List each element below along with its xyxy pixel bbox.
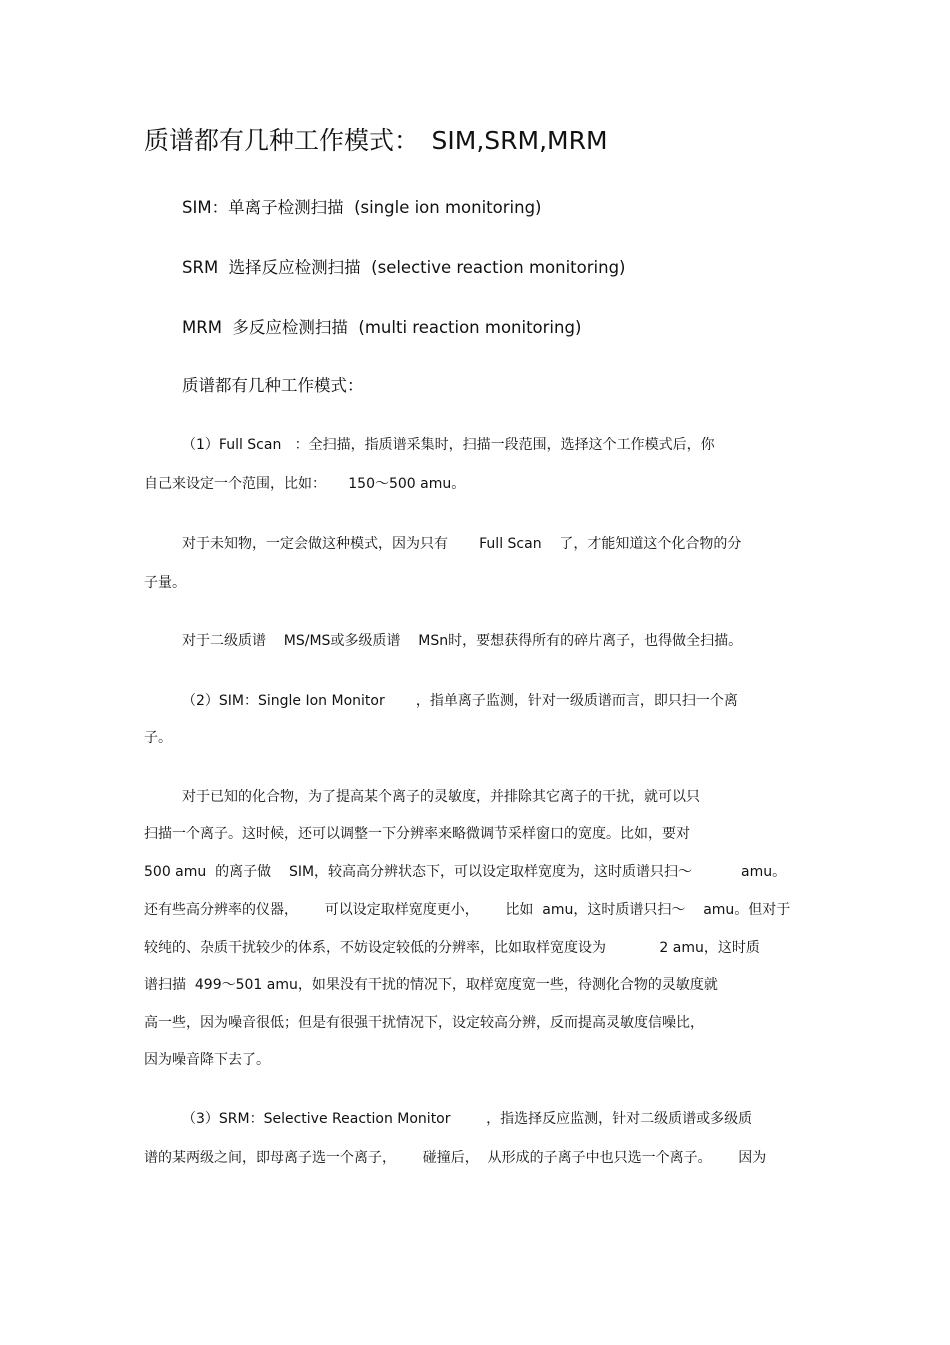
paragraph-line: （3）SRM：Selective Reaction Monitor ，指选择反应监测，针对二级质谱或多级质 bbox=[182, 1111, 753, 1127]
paragraph-line: 对于已知的化合物，为了提高某个离子的灵敏度，并排除其它离子的干扰，就可以只 bbox=[182, 789, 700, 805]
paragraph-line: 扫描一个离子。这时候，还可以调整一下分辨率来略微调节采样窗口的宽度。比如，要对 bbox=[144, 826, 690, 842]
paragraph-line: 还有些高分辨率的仪器， 可以设定取样宽度更小， 比如 amu，这时质谱只扫～ amu。但对于 bbox=[144, 902, 791, 918]
paragraph-line: （1）Full Scan ：全扫描，指质谱采集时，扫描一段范围，选择这个工作模式后，你 bbox=[182, 437, 715, 453]
document-title: 质谱都有几种工作模式： SIM,SRM,MRM bbox=[144, 126, 608, 155]
paragraph-line: 对于二级质谱 MS/MS或多级质谱 MSn时，要想获得所有的碎片离子，也得做全扫描。 bbox=[182, 633, 743, 649]
paragraph-line: 子量。 bbox=[144, 575, 186, 591]
mode-mrm: MRM 多反应检测扫描 (multi reaction monitoring) bbox=[182, 318, 582, 337]
paragraph-line: 较纯的、杂质干扰较少的体系，不妨设定较低的分辨率，比如取样宽度设为 2 amu，这时质 bbox=[144, 940, 760, 956]
paragraph-line: 自己来设定一个范围，比如： 150～500 amu。 bbox=[144, 476, 466, 492]
paragraph-line: 500 amu 的离子做 SIM，较高高分辨状态下，可以设定取样宽度为，这时质谱只扫～ amu。 bbox=[144, 864, 787, 880]
paragraph-line: 谱扫描 499～501 amu，如果没有干扰的情况下，取样宽度宽一些，待测化合物的灵敏度就 bbox=[144, 977, 718, 993]
paragraph-line: 对于未知物，一定会做这种模式，因为只有 Full Scan 了，才能知道这个化合物的分 bbox=[182, 536, 742, 552]
paragraph-line: 因为噪音降下去了。 bbox=[144, 1052, 270, 1068]
paragraph-line: 谱的某两级之间，即母离子选一个离子， 碰撞后， 从形成的子离子中也只选一个离子。 因为 bbox=[144, 1150, 767, 1166]
mode-sim: SIM：单离子检测扫描 (single ion monitoring) bbox=[182, 198, 542, 217]
paragraph-line: （2）SIM：Single Ion Monitor ，指单离子监测，针对一级质谱而言，即只扫一个离 bbox=[182, 693, 738, 709]
paragraph-line: 高一些，因为噪音很低；但是有很强干扰情况下，设定较高分辨，反而提高灵敏度信噪比， bbox=[144, 1015, 704, 1031]
paragraph-line: 子。 bbox=[144, 730, 172, 746]
mode-subheading: 质谱都有几种工作模式： bbox=[182, 376, 364, 395]
mode-srm: SRM 选择反应检测扫描 (selective reaction monitoring) bbox=[182, 258, 626, 277]
